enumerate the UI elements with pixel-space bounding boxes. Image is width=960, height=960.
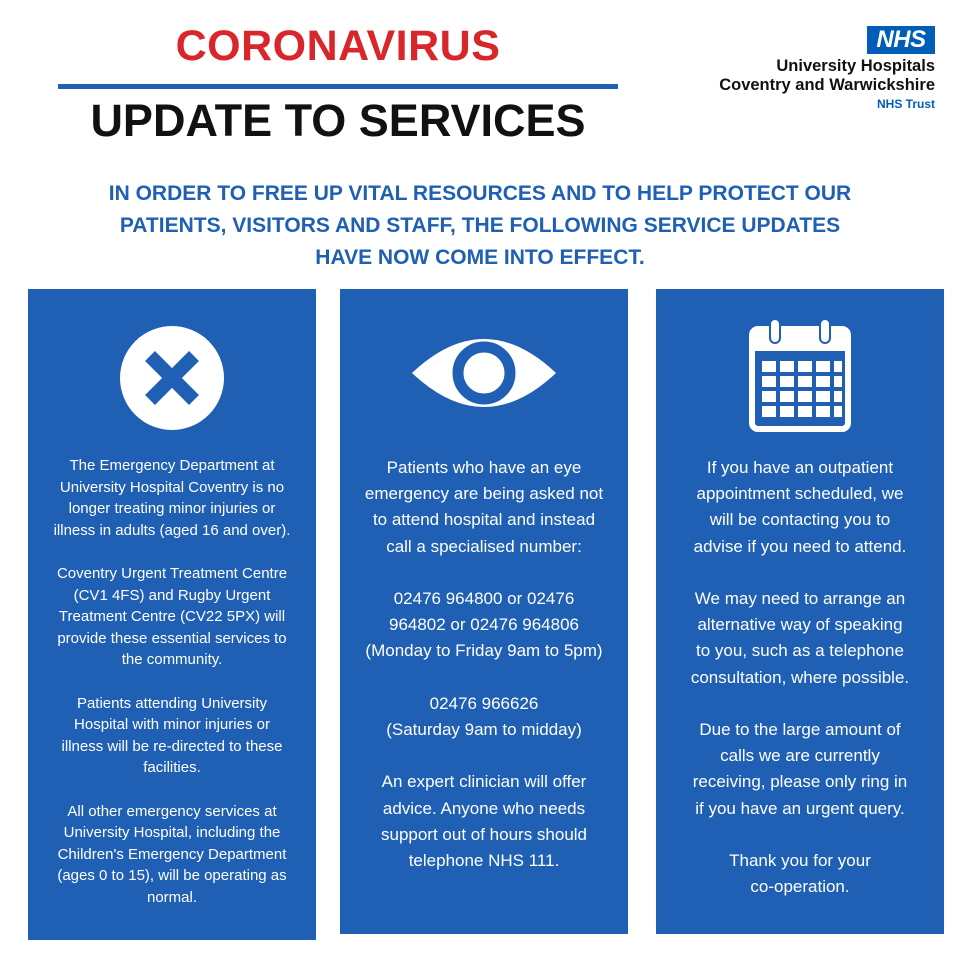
panel-text-line: (Monday to Friday 9am to 5pm): [365, 641, 603, 661]
trust-name-line-3: NHS Trust: [876, 97, 935, 111]
panel-paragraph: [350, 586, 618, 665]
eye-icon: [410, 329, 558, 417]
panel-paragraph: [38, 563, 306, 671]
panel-paragraph: [38, 455, 306, 541]
intro-line: HAVE NOW COME INTO EFFECT.: [315, 246, 645, 269]
panel-text-line: the community.: [121, 651, 223, 669]
panel-text-line: (CV1 4FS) and Rugby Urgent: [73, 586, 271, 604]
panel-text-line: Hospital with minor injuries or: [74, 716, 270, 734]
panel-text-line: support out of hours should: [380, 824, 588, 844]
panel-text-line: alternative way of speaking: [697, 615, 903, 635]
panel-text: [666, 455, 934, 927]
panel-text-line: University Hospital Coventry is no: [59, 478, 285, 496]
panel-text-line: consultation, where possible.: [690, 667, 910, 687]
panel-text-line: Thank you for your: [729, 851, 871, 870]
nhs-badge: NHS: [867, 26, 935, 54]
panel-text-line: illness will be re-directed to these: [61, 737, 283, 755]
panel-paragraph: [350, 691, 618, 743]
panel-text-line: An expert clinician will offer: [381, 772, 587, 792]
panel-eye-emergency: [340, 289, 628, 934]
panel-text-line: Patients who have an eye: [386, 458, 582, 477]
panel-text-line: Treatment Centre (CV22 5PX) will: [58, 608, 286, 626]
panel-text-line: (Saturday 9am to midday): [386, 720, 582, 739]
nhs-trust-logo: [660, 26, 935, 112]
panel-text-line: University Hospital, including the: [63, 824, 281, 842]
panel-paragraph: [350, 455, 618, 560]
panel-emergency-department: [28, 289, 316, 940]
panel-text-line: if you have an urgent query.: [695, 798, 905, 818]
panel-text-line: longer treating minor injuries or: [68, 500, 276, 518]
panel-text-line: We may need to arrange an: [694, 589, 906, 608]
panel-paragraph: [350, 769, 618, 874]
trust-name-line-2: Coventry and Warwickshire: [719, 76, 935, 94]
panel-text-line: advice. Anyone who needs: [382, 798, 586, 818]
panel-text-line: will be contacting you to: [709, 510, 891, 530]
panel-text-line: calls we are currently: [720, 746, 880, 766]
panel-text-line: facilities.: [143, 759, 201, 777]
panel-text: [350, 455, 618, 900]
panel-text-line: to you, such as a telephone: [696, 641, 904, 661]
panel-outpatient-appointments: [656, 289, 944, 934]
panel-text-line: appointment scheduled, we: [696, 484, 904, 504]
calendar-icon: [746, 317, 854, 433]
panel-text-line: Patients attending University: [76, 694, 268, 712]
panel-text-line: If you have an outpatient: [706, 458, 894, 477]
panel-text-line: advise if you need to attend.: [693, 536, 907, 556]
panel-text: [38, 455, 306, 930]
intro-line: IN ORDER TO FREE UP VITAL RESOURCES AND TO HELP PROTECT OUR: [108, 182, 852, 205]
panel-text-line: (ages 0 to 15), will be operating as: [57, 867, 287, 885]
panel-paragraph: [666, 455, 934, 560]
headline-divider: [58, 84, 618, 89]
panel-text-line: Children's Emergency Department: [57, 845, 287, 863]
intro-line: PATIENTS, VISITORS AND STAFF, THE FOLLOWING SERVICE UPDATES: [119, 214, 841, 237]
panel-text-line: provide these essential services to: [57, 629, 287, 647]
panel-text-line: normal.: [146, 888, 198, 906]
panel-text-line: 02476 966626: [429, 693, 539, 713]
headline-update: UPDATE TO SERVICES: [90, 95, 586, 146]
panel-text-line: All other emergency services at: [67, 802, 277, 820]
panel-text-line: co-operation.: [750, 877, 850, 897]
panel-paragraph: [666, 848, 934, 900]
panel-paragraph: [666, 717, 934, 822]
panel-text-line: The Emergency Department at: [69, 457, 275, 474]
panel-text-line: 02476 964800 or 02476: [393, 589, 575, 608]
panel-text-line: Coventry Urgent Treatment Centre: [56, 564, 288, 582]
intro-statement: [20, 178, 940, 274]
panel-text-line: to attend hospital and instead: [372, 510, 596, 530]
panel-paragraph: [666, 586, 934, 691]
panel-text-line: illness in adults (aged 16 and over).: [53, 521, 291, 539]
trust-name-line-1: University Hospitals: [776, 57, 935, 75]
panel-text-line: telephone NHS 111.: [408, 851, 560, 870]
panel-text-line: 964802 or 02476 964806: [388, 615, 579, 635]
panel-text-line: receiving, please only ring in: [692, 772, 908, 792]
headline-coronavirus: CORONAVIRUS: [175, 22, 501, 70]
close-circle-icon: [120, 326, 224, 430]
panel-text-line: call a specialised number:: [386, 536, 582, 556]
panel-paragraph: [38, 693, 306, 779]
panel-paragraph: [38, 801, 306, 909]
panel-text-line: emergency are being asked not: [364, 484, 604, 504]
panel-text-line: Due to the large amount of: [699, 720, 901, 739]
